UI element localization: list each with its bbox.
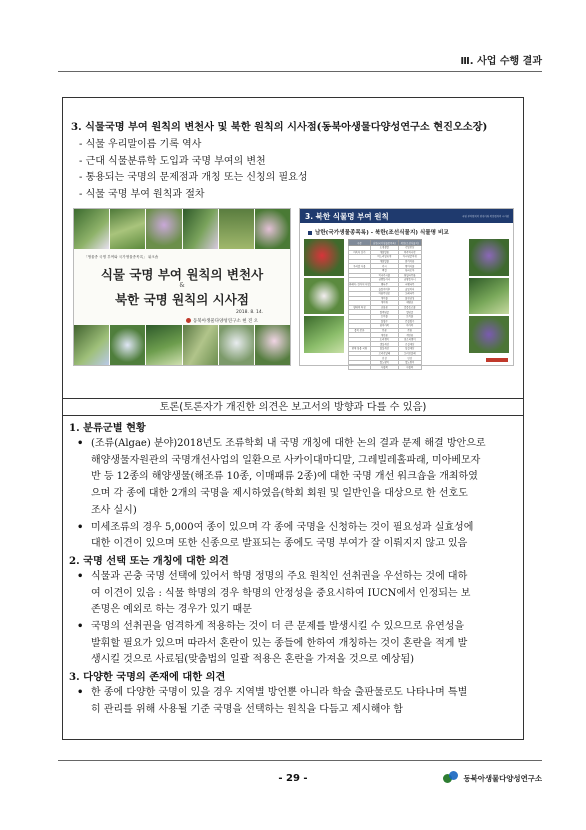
bullet-line: 조사 실시): [91, 504, 137, 516]
discussion-heading: 2. 국명 선택 또는 개칭에 대한 의견: [69, 554, 229, 567]
plant-photo: [469, 278, 509, 315]
discussion-bullet: [69, 569, 517, 619]
footer-rule: [58, 760, 542, 761]
plant-photo: [183, 325, 218, 365]
table-cell: 개연꽃: [398, 333, 421, 338]
bullet-line: 대한 이견이 있으며 또한 신종으로 발표되는 종에도 국명 부여가 잘 이뤄지지 않고 있음: [91, 538, 468, 550]
plant-photos-right: [469, 239, 509, 353]
table-cell: 솔잎비비추: [370, 287, 398, 292]
plant-photo: [183, 209, 218, 249]
footer-logo: [443, 770, 542, 786]
table-cell: 당마가목: [370, 324, 398, 329]
slide-ampersand: &: [179, 282, 185, 289]
table-cell: 사철쑥: [398, 365, 421, 370]
table-cell: 우리말 사용: [349, 264, 371, 269]
table-cell: 각시: [370, 264, 398, 269]
plant-photo: [110, 325, 145, 365]
section-bullet: - 근대 식물분류학 도입과 국명 부여의 변천: [79, 154, 308, 171]
table-cell: 금방동사니: [398, 278, 421, 283]
discussion-bullet: [69, 520, 517, 553]
table-cell: 왕마디풀: [398, 264, 421, 269]
table-cell: 털실새삼: [398, 347, 421, 352]
bullet-line: • (조류(Algae) 분야)2018년도 조류학회 내 국명 개칭에 대한 논의 결과 문제 해결 방안으로: [91, 438, 486, 449]
table-cell: 백설: [370, 268, 398, 273]
table-cell: 형태적 특징: [349, 305, 371, 310]
table-cell: 참소리쟁이: [398, 337, 421, 342]
table-header-cell: 구분: [349, 240, 371, 246]
table-cell: 꼬리진달래: [398, 351, 421, 356]
table-cell: 인삼: [398, 356, 421, 361]
slide-title-line1: 식물 국명 부여 원칙의 변천사: [100, 267, 264, 282]
bullet-line: • 식물과 곤충 국명 선택에 있어서 학명 정명의 주요 원칙인 선취권을 우선하는 것에 대하: [91, 570, 468, 582]
plant-photo: [146, 325, 181, 365]
header-rule: [58, 71, 542, 72]
table-cell: 외래어, 한자어 피함: [349, 283, 370, 287]
section-bullets: [79, 137, 308, 203]
table-cell: 쇠팽나무: [398, 282, 421, 287]
table-cell: 은칠엽수: [398, 319, 421, 324]
table-cell: 뜰천남성: [398, 296, 421, 301]
table-cell: 벌덩굴: [398, 310, 421, 315]
table-cell: 가시덩굴여뀌: [398, 255, 421, 260]
plant-photos-left: [304, 239, 344, 353]
table-header-cell: 남한(국가생물종목록): [370, 240, 398, 246]
table-cell: 개미취: [370, 301, 398, 306]
page-header-title: Ⅲ. 사업 수행 결과: [460, 56, 542, 67]
discussion-heading: 3. 다양한 국명의 존재에 대한 의견: [69, 671, 226, 684]
bullet-line: 존명은 예외로 하는 경우가 있기 때문: [91, 604, 252, 616]
discussion-bullet: [69, 436, 517, 520]
table-row: [349, 365, 422, 370]
name-comparison-table: [348, 239, 422, 370]
bullet-line: 으며 각 종에 대한 2개의 국명을 제시하였음(학회 회원 및 일반인을 대상으로 한 선호도: [91, 488, 468, 500]
table-cell: 꼬리진달래: [370, 351, 398, 356]
table-cell: 벌노랑이: [370, 360, 398, 365]
bullet-line: 발휘할 필요가 있으며 따라서 혼란이 있는 종들에 한하여 개칭하는 것이 혼란을 적게 발: [91, 637, 468, 649]
slide-footer-mark: [486, 358, 508, 362]
plant-photo: [304, 239, 344, 276]
table-body: [349, 246, 422, 370]
discussion-band: 토론(토론자가 개진한 의견은 보고서의 방향과 다를 수 있음): [63, 399, 523, 416]
table-cell: 긴잎만삼: [398, 246, 421, 251]
plant-photo: [304, 316, 344, 353]
table-cell: 붓꽃: [370, 328, 398, 333]
section-box: [62, 97, 524, 399]
plant-photo: [74, 325, 109, 365]
slide-comparison-subtitle: 남한(국가생물종목록) - 북한(조선식물지) 식물명 비교: [308, 228, 449, 236]
slide-top-note: 국명 부여원칙의 변천사와 북한원칙의 시사점: [462, 215, 509, 218]
slide-comparison-image: [299, 208, 514, 369]
table-cell: 봄까치꽃: [398, 259, 421, 264]
table-cell: 칠엽수: [370, 319, 398, 324]
table-cell: 큰실새삼: [398, 342, 421, 347]
table-cell: 개미풀: [370, 296, 398, 301]
table-cell: 새양초: [398, 301, 421, 306]
table-cell: 소경불알: [370, 246, 398, 251]
table-cell: 개연꽃: [370, 333, 398, 338]
table-cell: 모래나무: [398, 291, 421, 296]
bullet-line: • 한 종에 다양한 국명이 있을 경우 지역별 방언뿐 아니라 학술 출판물로도 나타나며 특별: [91, 687, 468, 699]
discussion-bullet: [69, 685, 517, 718]
slide-date: 2018. 8. 14.: [236, 310, 264, 315]
table-cell: 비속어 삼가: [349, 250, 371, 255]
institute-logo-icon: [443, 771, 459, 785]
table-cell: 토끼풀: [370, 314, 398, 319]
table-cell: 솔잎비녀: [398, 287, 421, 292]
table-cell: 벌노랑이: [398, 360, 421, 365]
table-cell: 초롱꽃: [370, 305, 398, 310]
bullet-line: 히 관리를 위해 사용될 기준 국명을 선택하는 원칙을 다듬고 제시해야 함: [91, 703, 403, 715]
plant-photo: [469, 316, 509, 353]
footer-org-name: 동북아생물다양성연구소: [463, 773, 542, 783]
bullet-line: 반 등 12종의 해양생물(해조류 10종, 이매패류 2종)에 대한 국명 개선 워크숍을 개최하였: [91, 471, 478, 483]
table-cell: 붓꽃: [398, 328, 421, 333]
bullet-line: 해양생물자원관의 국명개선사업의 일환으로 사카이대마디말, 그레빌레홀파래, 미아베모자: [91, 454, 481, 466]
table-cell: 현재 통용 국명: [349, 347, 371, 352]
section-bullet: - 식물 국명 부여 원칙과 절차: [79, 187, 308, 204]
plant-photo: [219, 209, 254, 249]
table-cell: 흰털쇠무릎: [398, 273, 421, 278]
discussion-box: [62, 399, 524, 740]
plant-photo-strip-top: [74, 209, 290, 249]
table-cell: 층층둥근풀: [398, 305, 421, 310]
table-cell: 소리쟁이: [370, 337, 398, 342]
table-cell: 마름무덤옷: [370, 291, 398, 296]
slide-org: 동북아생물다양성연구소 현 진 오: [186, 318, 258, 324]
table-cell: 미국가시풀: [370, 273, 398, 278]
bullet-line: 여 이견이 있음 : 식물 학명의 경우 학명의 안정성을 중요시하여 IUCN에서 인정되는 보: [91, 587, 471, 599]
table-cell: 갯실새삼: [370, 342, 398, 347]
table-cell: 사철쑥: [370, 365, 398, 370]
plant-photo: [304, 278, 344, 315]
bullet-line: 생시킬 것으로 사료됨(맞춤법의 일괄 적용은 혼란을 가져올 것으로 예상됨): [91, 654, 415, 666]
plant-photo: [469, 239, 509, 276]
plant-photo: [255, 209, 290, 249]
table-cell: 인삼: [370, 356, 398, 361]
table-cell: 개불알풀: [370, 259, 398, 264]
table-cell: 며느리밑씻개: [370, 255, 398, 260]
table-cell: 토끼풀: [398, 314, 421, 319]
plant-photo: [219, 325, 254, 365]
discussion-bullet: [69, 619, 517, 669]
table-cell: 복주머니란: [398, 250, 421, 255]
plant-photo: [255, 325, 290, 365]
section-title: 3. 식물국명 부여 원칙의 변천사 및 북한 원칙의 시사점(동북아생물다양성연구소 현진오소장): [71, 121, 488, 133]
page-number: - 29 -: [278, 773, 308, 784]
bullet-line: • 미세조류의 경우 5,000여 종이 있으며 각 종에 국명을 신청하는 것이 필요성과 실효성에: [91, 521, 474, 533]
plant-photo-strip-bottom: [74, 325, 290, 365]
table-cell: 흰쇠모루: [398, 268, 421, 273]
table-cell: 벌깨덩굴: [370, 310, 398, 315]
section-bullet: - 식물 우리말이름 기록 역사: [79, 137, 308, 154]
table-cell: 팽나무: [370, 282, 398, 287]
table-cell: 개불알꽃: [370, 250, 398, 255]
discussion-content: [69, 420, 517, 719]
slide-small-caption: 「생물종 국명 부여와 국가생물종목록」 워크숍: [84, 255, 159, 259]
plant-photo: [146, 209, 181, 249]
plant-photo: [110, 209, 145, 249]
table-cell: 종의 분류: [349, 328, 371, 333]
table-cell: 마가목: [398, 324, 421, 329]
slide-comparison-title: 3. 북한 식물명 부여 원칙: [305, 212, 389, 221]
table-cell: 금방동사니: [370, 278, 398, 283]
table-header-cell: 북한(조선식물지): [398, 240, 421, 246]
discussion-heading: 1. 분류군별 현황: [69, 422, 146, 434]
table-cell: [349, 365, 371, 370]
slide-title-line2: 북한 국명 원칙의 시사점: [115, 292, 249, 307]
bullet-line: • 국명의 선취권을 엄격하게 적용하는 것이 더 큰 문제를 발생시킬 수 있으므로 유연성을: [91, 621, 465, 633]
plant-photo: [74, 209, 109, 249]
section-bullet: - 통용되는 국명의 문제점과 개칭 또는 신칭의 필요성: [79, 170, 308, 187]
table-cell: 털실새삼: [370, 347, 398, 352]
slide-title-image: [73, 208, 291, 366]
